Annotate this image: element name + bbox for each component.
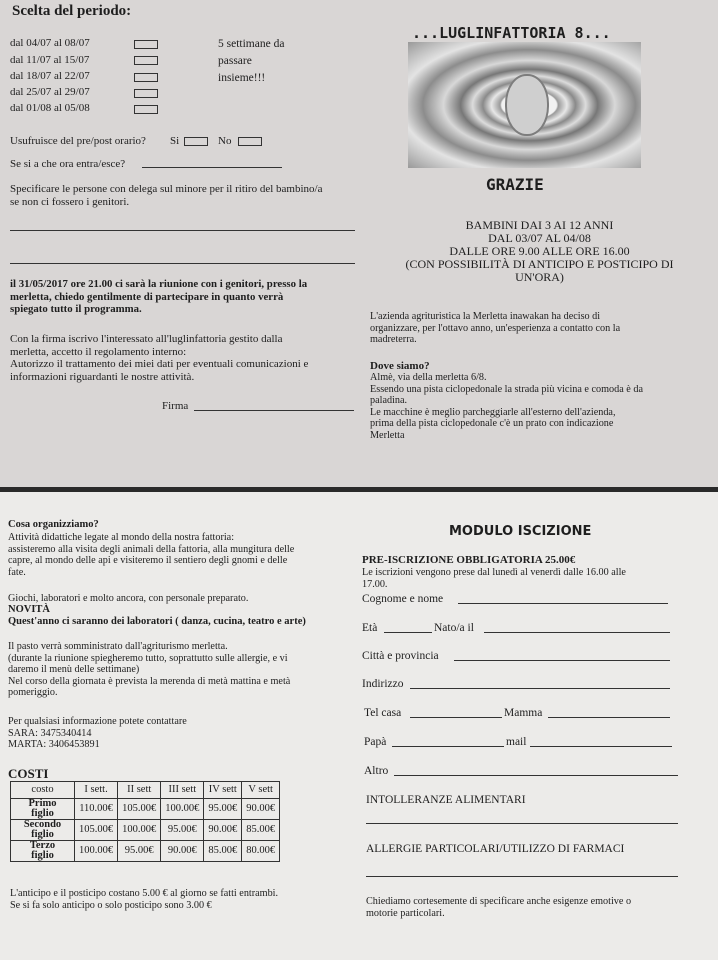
form-title: MODULO ISCIZIONE: [449, 524, 592, 539]
field-label-address: Indirizzo: [362, 678, 404, 690]
week-option-4: dal 25/07 al 29/07: [10, 86, 90, 98]
event-info: BAMBINI DAI 3 AI 12 ANNI DAL 03/07 AL 04/08 DALLE ORE 9.00 ALLE ORE 16.00 (CON POSSIBILITÀ DI ANTICIPO E POSTICIPO DI UN'ORA): [405, 218, 674, 284]
price-cell: 105.00€: [118, 799, 161, 820]
where-text: Almè, via della merletta 6/8. Essendo una pista ciclopedonale la strada più vicina e comoda è da paladina. Le macchine è meglio parcheggiarle all'esterno dell'azienda, prima della pista ciclopedonale c'è un prato con indicazione Merletta: [370, 372, 643, 441]
consent-text: Con la firma iscrivo l'interessato all'luglinfattoria gestito dalla merletta, accetto il regolamento interno: Autorizzo il trattamento dei miei dati per eventuali comunicazioni e informazioni riguardanti le nostre attività.: [10, 333, 309, 383]
week-option-1: dal 04/07 al 08/07: [10, 37, 90, 49]
field-label-home-phone: Tel casa: [364, 707, 402, 719]
price-cell: 90.00€: [161, 841, 204, 862]
week-option-2: dal 11/07 al 15/07: [10, 54, 90, 66]
prepost-question: Usufruisce del pre/post orario?: [10, 135, 146, 147]
name-field[interactable]: [458, 603, 668, 604]
header-cell: V sett: [242, 782, 280, 799]
no-checkbox[interactable]: [238, 137, 262, 146]
field-label-other: Altro: [364, 765, 389, 777]
address-field[interactable]: [410, 688, 670, 689]
price-cell: 85.00€: [242, 820, 280, 841]
costs-note: L'anticipo e il posticipo costano 5.00 € al giorno se fatti entrambi. Se si fa solo anticipo o solo posticipo sono 3.00 €: [10, 888, 279, 911]
signature-line[interactable]: [194, 410, 354, 411]
week-option-5: dal 01/08 al 05/08: [10, 102, 90, 114]
intolerances-field[interactable]: [366, 823, 678, 824]
games-text: Giochi, laboratori e molto ancora, con personale preparato.: [8, 593, 249, 604]
where-title: Dove siamo?: [370, 360, 430, 372]
week-option-3: dal 18/07 al 22/07: [10, 70, 90, 82]
week-checkbox-4[interactable]: [134, 89, 158, 98]
price-cell: 85.00€: [204, 841, 242, 862]
time-answer-line[interactable]: [142, 167, 282, 168]
meeting-text: il 31/05/2017 ore 21.00 ci sarà la riunione con i genitori, presso la merletta, chiedo gentilmente di partecipare in quanto verrà spiegato tutto il programma.: [10, 278, 308, 315]
header-cell: costo: [11, 782, 75, 799]
delegate-text: Specificare le persone con delega sul minore per il ritiro del bambino/a se non ci fossero i genitori.: [10, 183, 323, 208]
week-checkbox-2[interactable]: [134, 56, 158, 65]
father-field[interactable]: [392, 746, 504, 747]
mail-field[interactable]: [530, 746, 672, 747]
price-cell: 105.00€: [75, 820, 118, 841]
flyer-bottom-page: [0, 492, 718, 960]
price-cell: 95.00€: [118, 841, 161, 862]
field-label-father: Papà: [364, 736, 387, 748]
field-label-mother: Mamma: [504, 707, 543, 719]
week-checkbox-5[interactable]: [134, 105, 158, 114]
mother-field[interactable]: [548, 717, 670, 718]
header-cell: IV sett: [204, 782, 242, 799]
price-cell: 90.00€: [204, 820, 242, 841]
header-cell: III sett: [161, 782, 204, 799]
row-label: Secondo figlio: [11, 820, 75, 841]
city-field[interactable]: [454, 660, 670, 661]
week-checkbox-1[interactable]: [134, 40, 158, 49]
price-cell: 80.00€: [242, 841, 280, 862]
table-row: [11, 799, 280, 820]
birthdate-field[interactable]: [484, 632, 670, 633]
yes-checkbox[interactable]: [184, 137, 208, 146]
tree-face-illustration: [408, 42, 641, 168]
no-label: No: [218, 135, 232, 147]
price-cell: 95.00€: [204, 799, 242, 820]
age-field[interactable]: [384, 632, 432, 633]
field-label-name: Cognome e nome: [362, 593, 444, 605]
table-row: [11, 820, 280, 841]
header-cell: II sett: [118, 782, 161, 799]
costs-header-row: [11, 782, 280, 799]
period-title: Scelta del periodo:: [12, 3, 132, 19]
price-cell: 95.00€: [161, 820, 204, 841]
home-phone-field[interactable]: [410, 717, 502, 718]
thanks-text: GRAZIE: [486, 175, 544, 194]
allergies-field[interactable]: [366, 876, 678, 877]
meal-text: Il pasto verrà somministrato dall'agriturismo merletta. (durante la riunione spiegheremo tutto, soprattutto sulle allergie, e vi daremo il menù delle settimane) Nel corso della giornata è prevista la merenda di metà mattina e metà pomeriggio.: [8, 641, 291, 698]
table-row: [11, 841, 280, 862]
row-label: Terzo figlio: [11, 841, 75, 862]
other-field[interactable]: [394, 775, 678, 776]
delegate-line-2[interactable]: [10, 263, 355, 264]
field-label-born: Nato/a il: [434, 622, 474, 634]
field-label-city: Città e provincia: [362, 650, 439, 662]
field-label-age: Età: [362, 622, 378, 634]
organize-text: Attività didattiche legate al mondo della nostra fattoria: assisteremo alla visita degli animali della fattoria, alla mungitura delle capre, al mondo delle api e visiteremo il sentiero degli gnomi e delle fate.: [8, 532, 295, 578]
allergies-label: ALLERGIE PARTICOLARI/UTILIZZO DI FARMACI: [366, 843, 625, 855]
intolerances-label: INTOLLERANZE ALIMENTARI: [366, 794, 526, 806]
novelty-title: NOVITÀ: [8, 604, 51, 615]
week-checkbox-3[interactable]: [134, 73, 158, 82]
yes-label: Si: [170, 135, 180, 147]
novelty-text: Quest'anno ci saranno dei laboratori ( danza, cucina, teatro e arte): [8, 616, 306, 627]
emotional-note: Chiediamo cortesemente di specificare anche esigenze emotive o motorie particolari.: [366, 896, 632, 919]
contact-text: Per qualsiasi informazione potete contattare SARA: 3475340414 MARTA: 3406453891: [8, 716, 187, 750]
registration-hours: Le iscrizioni vengono prese dal lunedì al venerdì dalle 16.00 alle 17.00.: [362, 567, 626, 590]
price-cell: 100.00€: [118, 820, 161, 841]
field-label-mail: mail: [506, 736, 527, 748]
price-cell: 100.00€: [75, 841, 118, 862]
farm-intro: L'azienda agrituristica la Merletta inawakan ha deciso di organizzare, per l'ottavo anno, un'esperienza a contatto con la madreterra.: [370, 311, 621, 345]
price-cell: 90.00€: [242, 799, 280, 820]
event-title: ...LUGLINFATTORIA 8...: [412, 24, 611, 42]
row-label: Primo figlio: [11, 799, 75, 820]
signature-label: Firma: [162, 400, 189, 412]
weeks-note: 5 settimane da passare insieme!!!: [218, 38, 285, 84]
costs-title: COSTI: [8, 766, 49, 781]
preregistration-text: PRE-ISCRIZIONE OBBLIGATORIA 25.00€: [362, 554, 576, 566]
price-cell: 100.00€: [161, 799, 204, 820]
time-question: Se si a che ora entra/esce?: [10, 158, 126, 170]
price-cell: 110.00€: [75, 799, 118, 820]
organize-title: Cosa organizziamo?: [8, 519, 99, 530]
header-cell: I sett.: [75, 782, 118, 799]
delegate-line-1[interactable]: [10, 230, 355, 231]
costs-table: [10, 781, 280, 862]
